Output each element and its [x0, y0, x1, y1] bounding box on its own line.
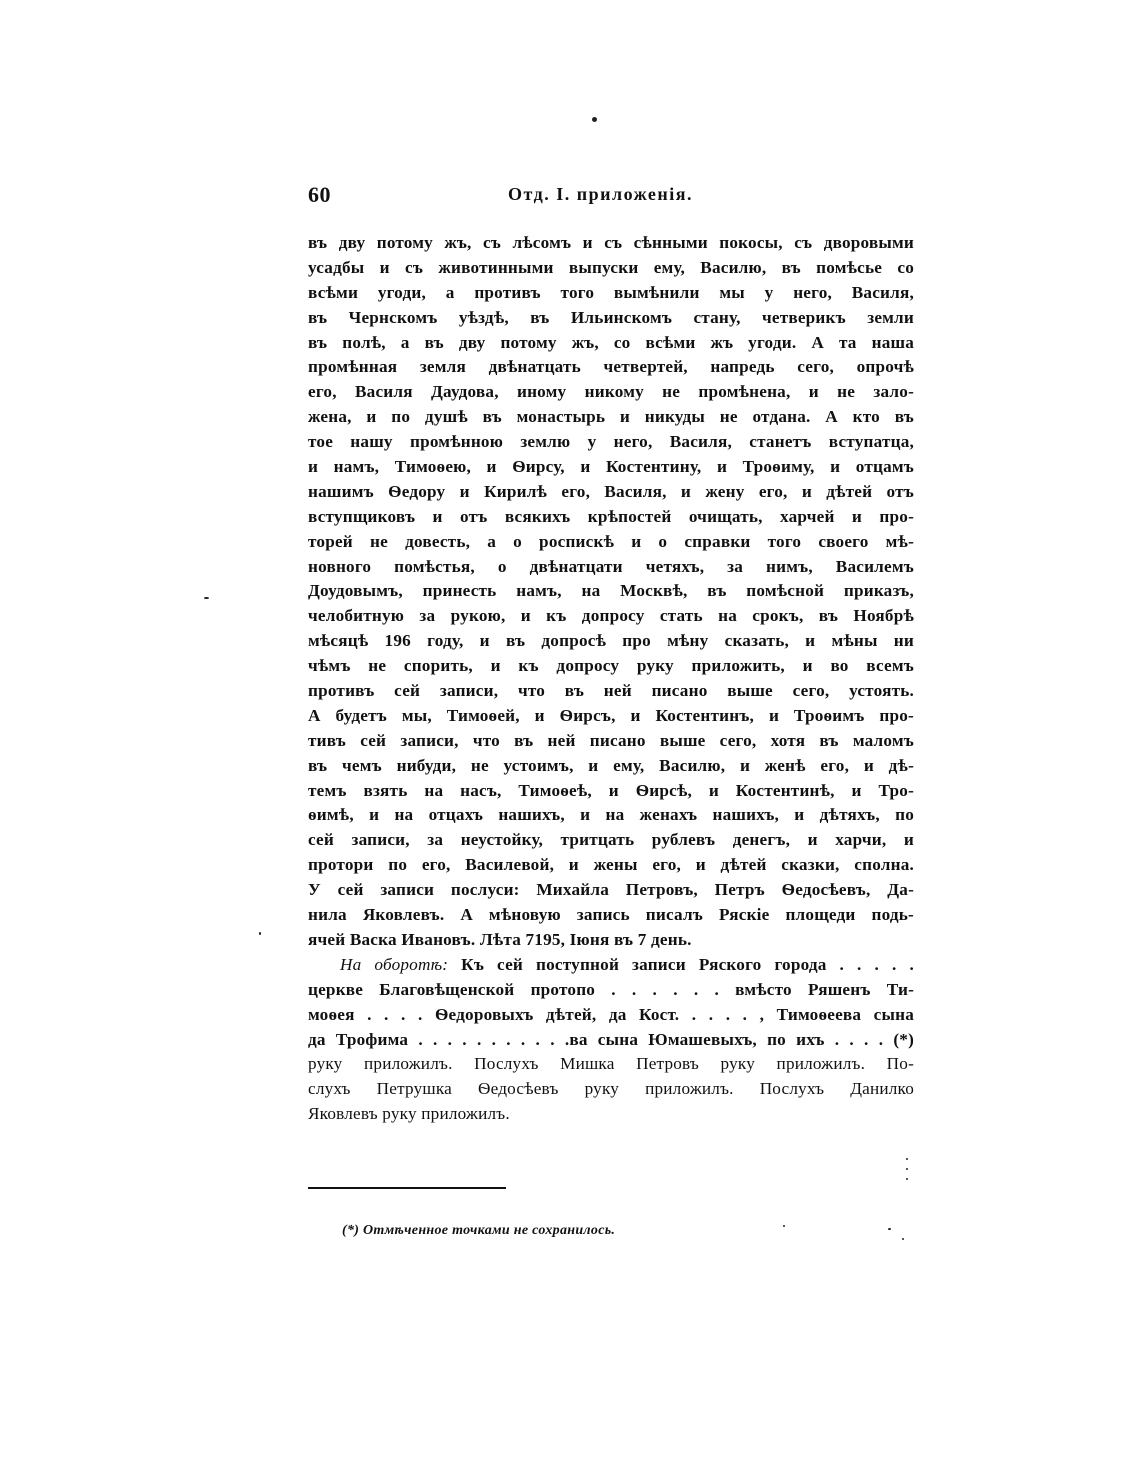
reverse-note-line: церкве Благовѣщенской протопо . . . . . . вмѣсто Ряшенъ Ти- [308, 979, 914, 999]
reverse-note-line: моѳея . . . . Ѳедоровыхъ дѣтей, да Кост. . . . . , Тимоѳеева сына [308, 1004, 914, 1024]
text-line: въ полѣ, а въ дву потому жъ, со всѣми жъ угоди. А та наша [308, 332, 914, 352]
text-line: въ Чернскомъ уѣздѣ, въ Ильинскомъ стану, четверикъ земли [308, 307, 914, 327]
ink-speck [259, 932, 261, 935]
text-line: сей записи, за неустойку, тритцать рублевъ денегъ, и харчи, и [308, 830, 914, 850]
text-line: жена, и по душѣ въ монастырь и никуды не отдана. А кто въ [308, 407, 914, 427]
text-line: вступщиковъ и отъ всякихъ крѣпостей очищать, харчей и про- [308, 506, 914, 526]
reverse-note-text: Къ сей поступной записи Ряского города . . . . . [461, 954, 914, 974]
text-line: нила Яковлевъ. А мѣновую запись писалъ Ряскіе площеди подь- [308, 905, 914, 925]
ink-speck [888, 1228, 891, 1230]
footnote-rule [308, 1187, 506, 1189]
text-line: протори по его, Василевой, и жены его, и дѣтей сказки, сполна. [308, 855, 914, 875]
text-line: темъ взять на насъ, Тимоѳеѣ, и Ѳирсѣ, и Костентинѣ, и Тро- [308, 780, 914, 800]
page-number: 60 [308, 182, 331, 207]
text-line: новного помѣстья, о двѣнатцати четяхъ, за нимъ, Василемъ [308, 556, 914, 576]
text-line: челобитную за рукою, и къ допросу стать на срокъ, въ Ноябрѣ [308, 606, 914, 626]
text-line: А будетъ мы, Тимоѳей, и Ѳирсъ, и Костентинъ, и Троѳимъ про- [308, 705, 914, 725]
text-line: въ чемъ нибуди, не устоимъ, и ему, Василю, и женѣ его, и дѣ- [308, 755, 914, 775]
body-text [308, 231, 914, 1127]
ink-speck [783, 1225, 785, 1227]
text-line: чѣмъ не спорить, и къ допросу руку приложить, и во всемъ [308, 656, 914, 676]
reverse-note-line: Яковлевъ руку приложилъ. [308, 1104, 510, 1124]
text-line: мѣсяцѣ 196 году, и въ допросѣ про мѣну сказать, и мѣны ни [308, 631, 914, 651]
page-header [308, 182, 914, 214]
reverse-note-line [308, 953, 914, 978]
text-line: У сей записи послуси: Михайла Петровъ, Петръ Ѳедосѣевъ, Да- [308, 880, 914, 900]
text-line: торей не довесть, а о роспискѣ и о справки того своего мѣ- [308, 531, 914, 551]
text-line: ѳимѣ, и на отцахъ нашихъ, и на женахъ нашихъ, и дѣтяхъ, по [308, 805, 914, 825]
text-line: противъ сей записи, что въ ней писано выше сего, устоять. [308, 681, 914, 701]
ink-speck [592, 117, 597, 122]
ink-speck [906, 1158, 908, 1160]
text-line: его, Василя Даудова, иному никому не промѣнена, и не зало- [308, 382, 914, 402]
text-line: въ дву потому жъ, съ лѣсомъ и съ сѣнными покосы, съ дворовыми [308, 233, 914, 252]
reverse-note-line: руку приложилъ. Послухъ Мишка Петровъ руку приложилъ. По- [308, 1054, 914, 1074]
ink-speck [204, 597, 209, 599]
reverse-note-line: да Трофима . . . . . . . . . . .ва сына Юмашевыхъ, по ихъ . . . . (*) [308, 1029, 914, 1049]
text-line: промѣнная земля двѣнатцать четвертей, напредь сего, опрочѣ [308, 357, 914, 377]
ink-speck [902, 1238, 904, 1240]
text-line: и намъ, Тимоѳею, и Ѳирсу, и Костентину, и Троѳиму, и отцамъ [308, 457, 914, 477]
text-line: Доудовымъ, принесть намъ, на Москвѣ, въ помѣсной приказъ, [308, 581, 914, 601]
text-line: ячей Васка Ивановъ. Лѣта 7195, Іюня въ 7 день. [308, 929, 692, 949]
text-line: тое нашу промѣнною землю у него, Василя, станетъ вступатца, [308, 432, 914, 452]
text-line: тивъ сей записи, что въ ней писано выше сего, хотя въ маломъ [308, 730, 914, 750]
footnote: (*) Отмѣченное точками не сохранилось. [342, 1223, 616, 1238]
reverse-note-line: слухъ Петрушка Ѳедосѣевъ руку приложилъ. Послухъ Данилко [308, 1079, 914, 1099]
text-line: усадбы и съ животинными выпуски ему, Василю, въ помѣсье со [308, 257, 914, 277]
reverse-note-lead: На оборотѣ: [340, 954, 449, 974]
ink-speck [906, 1178, 908, 1180]
text-line: всѣми угоди, а противъ того вымѣнили мы у него, Василя, [308, 282, 914, 302]
running-title: Отд. I. приложенія. [508, 184, 694, 204]
text-line: нашимъ Ѳедору и Кирилѣ его, Василя, и жену его, и дѣтей отъ [308, 481, 914, 501]
ink-speck [906, 1168, 908, 1170]
